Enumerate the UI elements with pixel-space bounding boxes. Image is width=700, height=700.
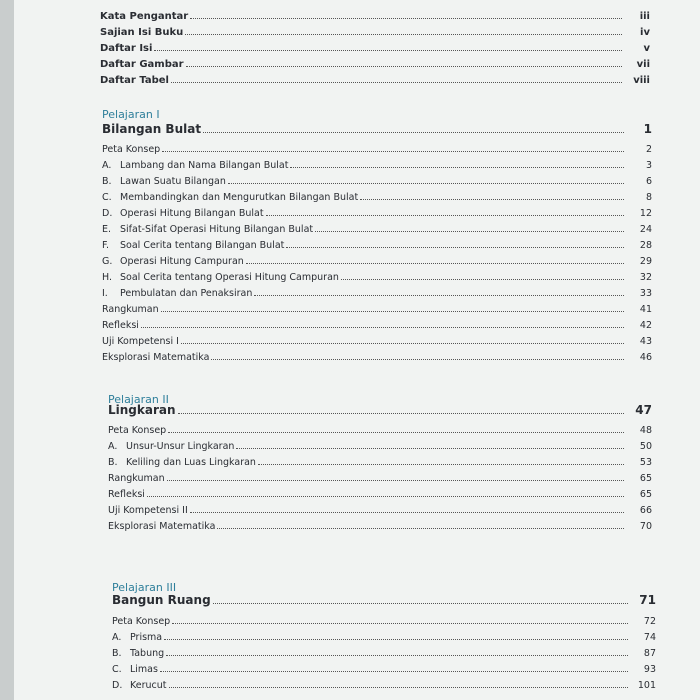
toc-entry: Refleksi 42 — [102, 320, 652, 331]
toc-entry: I. Pembulatan dan Penaksiran 33 — [102, 288, 652, 299]
toc-entry: F. Soal Cerita tentang Bilangan Bulat 28 — [102, 240, 652, 251]
chapter-title-line: Bilangan Bulat 1 — [102, 122, 652, 136]
toc-entry: D. Operasi Hitung Bilangan Bulat 12 — [102, 208, 652, 219]
toc-entry: Rangkuman 65 — [108, 473, 652, 484]
toc-entry: C. Membandingkan dan Mengurutkan Bilangan Bulat 8 — [102, 192, 652, 203]
toc-entry: E. Sifat-Sifat Operasi Hitung Bilangan Bulat 24 — [102, 224, 652, 235]
toc-entry: B. Tabung 87 — [112, 648, 656, 659]
chapter-heading: Pelajaran II — [108, 393, 169, 406]
chapter-heading: Pelajaran III — [112, 581, 177, 594]
toc-front-item: Sajian Isi Buku iv — [100, 27, 650, 38]
toc-entry: B. Keliling dan Luas Lingkaran 53 — [108, 457, 652, 468]
toc-entry: Rangkuman 41 — [102, 304, 652, 315]
toc-entry: Uji Kompetensi I 43 — [102, 336, 652, 347]
toc-entry: A. Unsur-Unsur Lingkaran 50 — [108, 441, 652, 452]
toc-entry: D. Kerucut 101 — [112, 680, 656, 691]
toc-front-item: Daftar Isi v — [100, 43, 650, 54]
chapter-title-line: Bangun Ruang 71 — [112, 593, 656, 607]
page-edge — [0, 0, 14, 700]
toc-entry: Peta Konsep 48 — [108, 425, 652, 436]
toc-entry: Peta Konsep 72 — [112, 616, 656, 627]
toc-entry: A. Lambang dan Nama Bilangan Bulat 3 — [102, 160, 652, 171]
toc-entry: Uji Kompetensi II 66 — [108, 505, 652, 516]
chapter-title-line: Lingkaran 47 — [108, 403, 652, 417]
toc-entry: Eksplorasi Matematika 46 — [102, 352, 652, 363]
toc-entry: G. Operasi Hitung Campuran 29 — [102, 256, 652, 267]
toc-entry: B. Lawan Suatu Bilangan 6 — [102, 176, 652, 187]
toc-front-item: Kata Pengantar iii — [100, 11, 650, 22]
toc-page — [14, 0, 700, 700]
toc-entry: Refleksi 65 — [108, 489, 652, 500]
toc-entry: C. Limas 93 — [112, 664, 656, 675]
toc-entry: Peta Konsep 2 — [102, 144, 652, 155]
toc-front-item: Daftar Tabel viii — [100, 75, 650, 86]
toc-entry: A. Prisma 74 — [112, 632, 656, 643]
toc-entry: H. Soal Cerita tentang Operasi Hitung Campuran 32 — [102, 272, 652, 283]
toc-front-item: Daftar Gambar vii — [100, 59, 650, 70]
toc-entry: Eksplorasi Matematika 70 — [108, 521, 652, 532]
chapter-heading: Pelajaran I — [102, 108, 160, 121]
